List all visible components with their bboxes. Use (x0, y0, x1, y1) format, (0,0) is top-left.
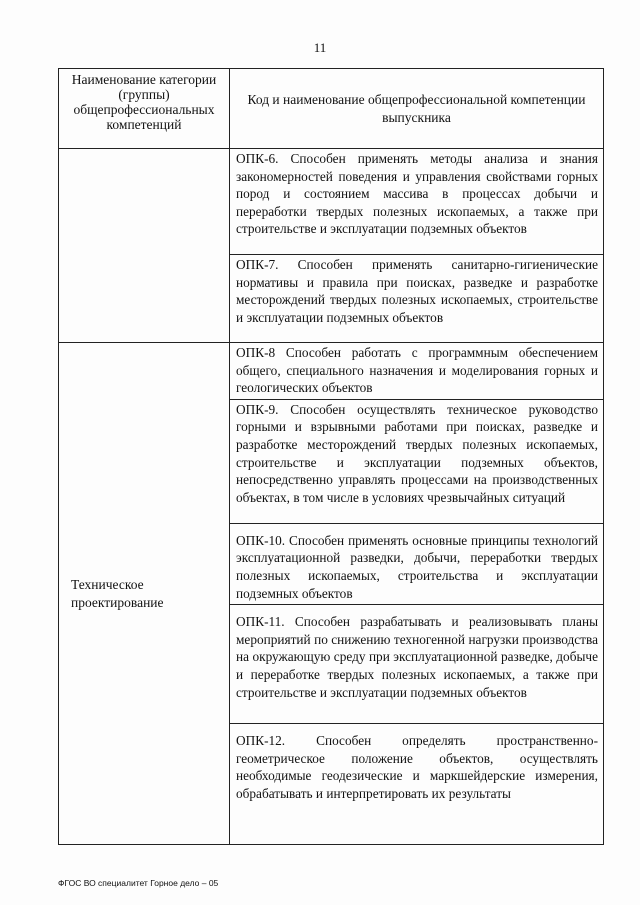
table-row (59, 343, 604, 400)
header-competence: Код и наименование общепрофессиональной компетенции выпускника (230, 69, 604, 149)
competence-opk-8: ОПК-8 Способен работать с программным обеспечением общего, специального назначения и моделирования горных и геологических объектов (230, 343, 604, 400)
competence-opk-11: ОПК-11. Способен разрабатывать и реализовывать планы мероприятий по снижению техногенной нагрузки производства на окружающую среду при эксплуатационной разведке, добыче и переработке твердых полезных ископаемых, а также при строительстве и эксплуатации подземных объектов (230, 605, 604, 724)
competence-opk-7: ОПК-7. Способен применять санитарно-гигиенические нормативы и правила при поисках, разведке и разработке месторождений твердых полезных ископаемых, строительстве и эксплуатации подземных объектов (230, 255, 604, 343)
category-technical-design: Техническое проектирование (59, 343, 230, 845)
competencies-table (58, 68, 604, 845)
competence-opk-6: ОПК-6. Способен применять методы анализа и знания закономерностей поведения и управления свойствами горных пород и состоянием массива в процессах добычи и переработки твердых полезных ископаемых, а также при строительстве и эксплуатации подземных объектов (230, 149, 604, 255)
table-row (59, 149, 604, 255)
competence-opk-9: ОПК-9. Способен осуществлять техническое руководство горными и взрывными работами при поисках, разведке и разработке месторождений твердых полезных ископаемых, строительстве и эксплуатации подземных объектов, непосредственно управлять процессами на производственных объектах, в том числе в условиях чрезвычайных ситуаций (230, 399, 604, 523)
category-cell-empty (59, 149, 230, 343)
competence-opk-10: ОПК-10. Способен применять основные принципы технологий эксплуатационной разведки, добычи, переработки твердых полезных ископаемых, строительства и эксплуатации подземных объектов (230, 523, 604, 604)
page-number: 11 (313, 40, 327, 55)
footer-text: ФГОС ВО специалитет Горное дело – 05 (58, 878, 219, 888)
header-category: Наименование категории (группы) общепрофессиональных компетенций (59, 69, 230, 149)
competence-opk-12: ОПК-12. Способен определять пространственно-геометрическое положение объектов, осуществлять необходимые геодезические и маркшейдерские измерения, обрабатывать и интерпретировать их результаты (230, 724, 604, 845)
table-header-row (59, 69, 604, 149)
